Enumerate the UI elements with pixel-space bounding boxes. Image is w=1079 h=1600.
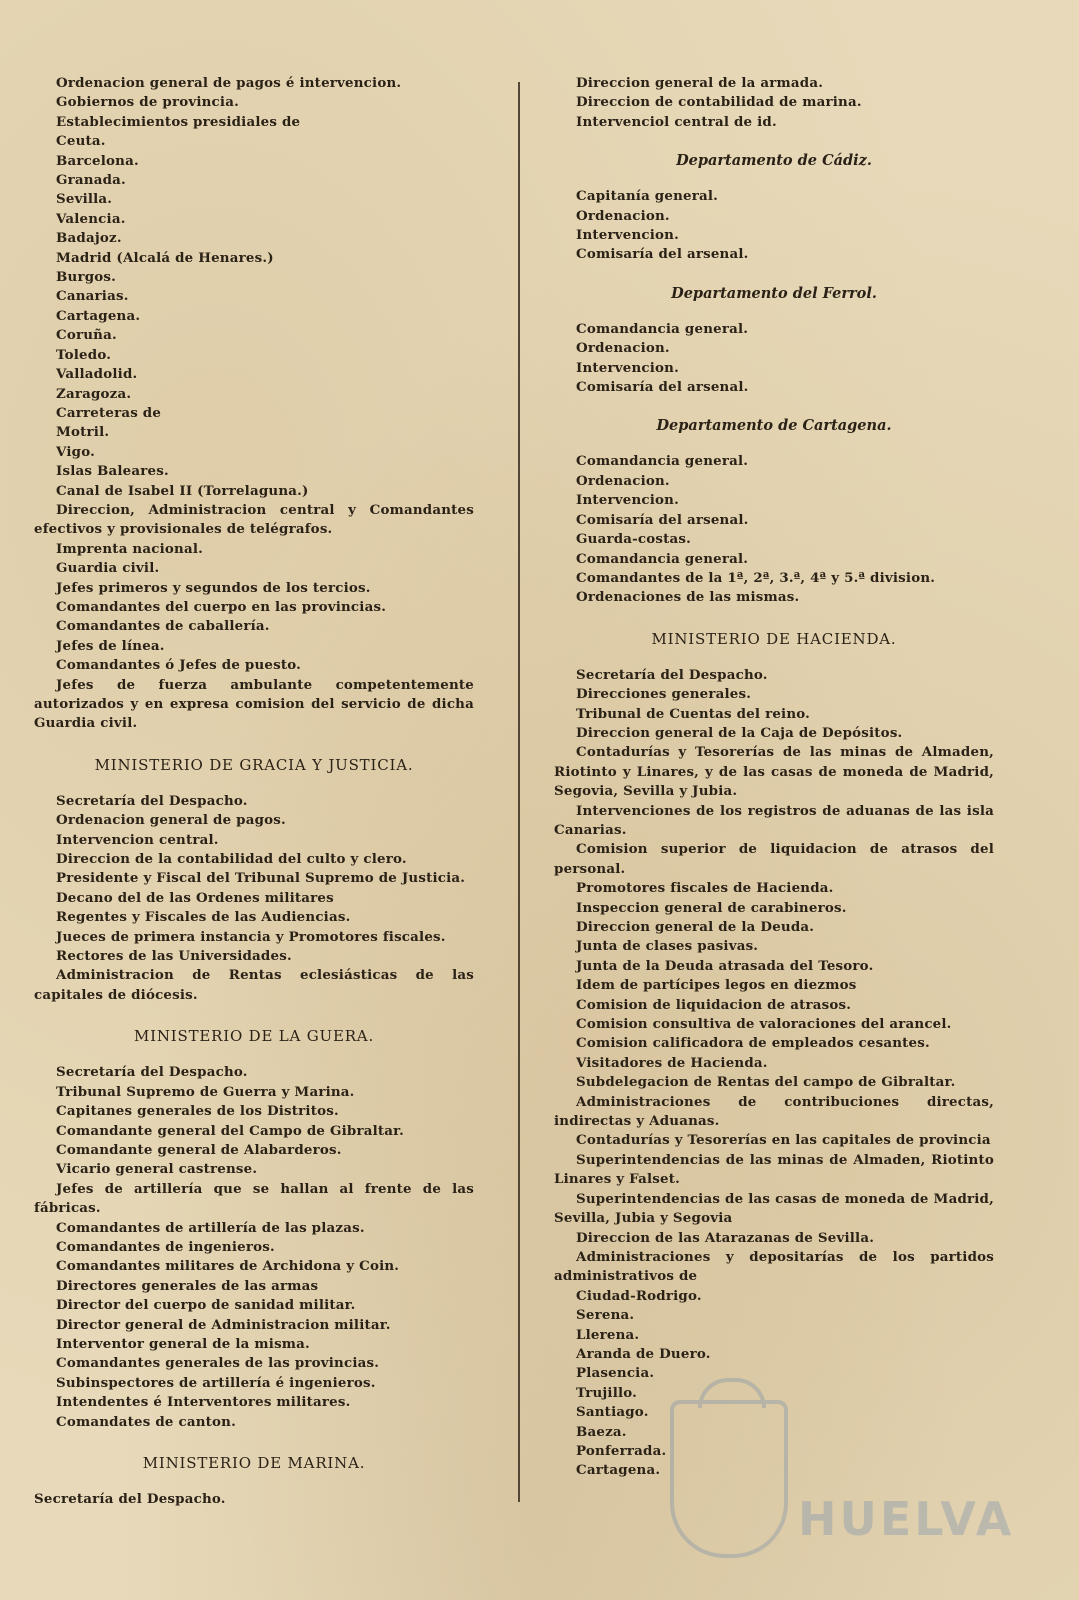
list-item: Madrid (Alcalá de Henares.)	[56, 249, 274, 266]
list-item: Ceuta.	[56, 133, 106, 150]
list-item: Comisaría del arsenal.	[576, 246, 749, 263]
list-item: Direccion de contabilidad de marina.	[576, 94, 862, 111]
list-item: Comandantes de ingenieros.	[56, 1238, 275, 1255]
list-item: Intervencion central.	[56, 831, 219, 848]
list-item: Contadurías y Tesorerías en las capitales de provincia	[576, 1132, 991, 1149]
right-column	[554, 74, 994, 1481]
list-item: Plasencia.	[576, 1365, 655, 1382]
list-item: Comandantes militares de Archidona y Coin.	[56, 1258, 400, 1275]
list-item: Contadurías y Tesorerías de las minas de Almaden, Riotinto y Linares, y de las casas de moneda de Madrid, Segovia, Sevilla y Jubia.	[554, 744, 994, 800]
list-item: Comandancia general.	[576, 550, 749, 567]
list-item: Direccion de las Atarazanas de Sevilla.	[576, 1229, 875, 1246]
list-item: Cartagena.	[576, 1462, 661, 1479]
list-item: Comandancia general.	[576, 320, 749, 337]
list-item: Islas Baleares.	[56, 463, 169, 480]
ministry-heading: MINISTERIO DE MARINA.	[142, 1454, 366, 1472]
list-item: Comandancia general.	[576, 453, 749, 470]
list-item: Ordenacion general de pagos é intervencion.	[56, 75, 402, 91]
list-item: Director general de Administracion militar.	[56, 1316, 391, 1333]
list-item: Intendentes é Interventores militares.	[56, 1394, 351, 1411]
column-divider	[518, 82, 520, 1502]
list-item: Ordenacion.	[576, 472, 670, 489]
archive-watermark	[670, 1400, 1015, 1570]
list-item: Intervencion.	[576, 359, 679, 376]
list-item: Secretaría del Despacho.	[56, 1064, 248, 1081]
list-item: Intervencion.	[576, 492, 679, 509]
list-item: Subdelegacion de Rentas del campo de Gibraltar.	[576, 1074, 956, 1091]
list-item: Directores generales de las armas	[56, 1277, 319, 1294]
list-item: Jefes primeros y segundos de los tercios.	[56, 579, 371, 596]
department-heading: Departamento de Cádiz.	[676, 152, 872, 170]
list-item: Capitanes generales de los Distritos.	[56, 1103, 339, 1120]
list-item: Comisaría del arsenal.	[576, 379, 749, 396]
department-heading: Departamento del Ferrol.	[671, 284, 877, 302]
list-item: Tribunal Supremo de Guerra y Marina.	[56, 1083, 355, 1100]
list-item: Administraciones y depositarías de los partidos administrativos de	[554, 1248, 994, 1285]
list-item: Secretaría del Despacho.	[576, 666, 768, 683]
list-item: Cartagena.	[56, 307, 141, 324]
list-item: Junta de la Deuda atrasada del Tesoro.	[576, 957, 874, 974]
list-item: Direccion, Administracion central y Comandantes efectivos y provisionales de telégrafos.	[34, 501, 474, 538]
list-item: Direccion general de la armada.	[576, 75, 824, 91]
list-item: Llerena.	[576, 1326, 640, 1343]
list-item: Ciudad-Rodrigo.	[576, 1287, 702, 1304]
list-item: Visitadores de Hacienda.	[576, 1054, 768, 1071]
list-item: Intervenciol central de id.	[576, 113, 777, 130]
list-item: Jefes de línea.	[56, 637, 165, 654]
list-item: Superintendencias de las minas de Almaden, Riotinto Linares y Falset.	[554, 1151, 994, 1188]
list-item: Baeza.	[576, 1423, 627, 1440]
list-item: Comandantes de la 1ª, 2ª, 3.ª, 4ª y 5.ª division.	[576, 569, 936, 586]
list-item: Secretaría del Despacho.	[56, 792, 248, 809]
list-item: Ordenacion.	[576, 207, 670, 224]
list-item: Vigo.	[56, 443, 95, 460]
list-item: Ponferrada.	[576, 1442, 667, 1459]
list-item: Coruña.	[56, 327, 117, 344]
list-item: Idem de partícipes legos en diezmos	[576, 977, 857, 994]
left-column	[34, 74, 474, 1509]
list-item: Presidente y Fiscal del Tribunal Supremo de Justicia.	[56, 870, 466, 887]
list-item: Superintendencias de las casas de moneda de Madrid, Sevilla, Jubia y Segovia	[554, 1190, 994, 1227]
department-heading: Departamento de Cartagena.	[656, 417, 892, 435]
ministry-heading: MINISTERIO DE LA GUERA.	[133, 1027, 375, 1046]
list-item: Comandantes ó Jefes de puesto.	[56, 657, 302, 674]
list-item: Rectores de las Universidades.	[56, 948, 292, 965]
list-item: Direcciones generales.	[576, 686, 752, 703]
list-item: Motril.	[56, 424, 110, 441]
list-item: Decano del de las Ordenes militares	[56, 889, 334, 906]
list-item: Vicario general castrense.	[56, 1161, 258, 1178]
list-item: Burgos.	[56, 269, 117, 286]
list-item: Tribunal de Cuentas del reino.	[576, 705, 811, 722]
list-item: Capitanía general.	[576, 188, 719, 205]
list-item: Jueces de primera instancia y Promotores fiscales.	[56, 928, 446, 945]
list-item: Jefes de fuerza ambulante competentemente autorizados y en expresa comision del servicio de dicha Guardia civil.	[34, 676, 474, 732]
list-item: Barcelona.	[56, 152, 139, 169]
list-item: Administracion de Rentas eclesiásticas de las capitales de diócesis.	[34, 967, 474, 1003]
watermark-text: HUELVA	[798, 1492, 1015, 1546]
list-item: Comandante general del Campo de Gibraltar.	[56, 1122, 405, 1139]
list-item: Canarias.	[56, 288, 129, 305]
list-item: Granada.	[56, 172, 126, 189]
list-item: Comandates de canton.	[56, 1413, 236, 1430]
list-item: Comandantes del cuerpo en las provincias.	[56, 598, 387, 615]
list-item: Direccion general de la Deuda.	[576, 919, 815, 935]
list-item: Santiago.	[576, 1404, 649, 1421]
coat-of-arms-icon	[670, 1400, 788, 1558]
list-item: Canal de Isabel II (Torrelaguna.)	[56, 482, 309, 499]
list-item: Direccion general de la Caja de Depósitos.	[576, 724, 903, 741]
list-item: Comandantes de caballería.	[56, 618, 270, 635]
list-item: Aranda de Duero.	[576, 1345, 711, 1362]
list-item: Valladolid.	[56, 366, 138, 383]
list-item: Junta de clases pasivas.	[576, 938, 759, 955]
list-item: Zaragoza.	[56, 385, 132, 402]
list-item: Gobiernos de provincia.	[56, 94, 239, 111]
list-item: Secretaría del Despacho.	[34, 1491, 226, 1507]
list-item: Intervencion.	[576, 227, 679, 244]
list-item: Serena.	[576, 1307, 635, 1324]
list-item: Ordenacion general de pagos.	[56, 812, 286, 829]
list-item: Ordenaciones de las mismas.	[576, 589, 800, 606]
list-item: Imprenta nacional.	[56, 540, 203, 557]
list-item: Comision de liquidacion de atrasos.	[576, 996, 852, 1013]
list-item: Comision superior de liquidacion de atrasos del personal.	[554, 841, 994, 877]
list-item: Jefes de artillería que se hallan al frente de las fábricas.	[34, 1180, 474, 1217]
list-item: Valencia.	[56, 210, 126, 227]
list-item: Trujillo.	[576, 1384, 638, 1401]
list-item: Guardia civil.	[56, 560, 160, 577]
list-item: Director del cuerpo de sanidad militar.	[56, 1297, 356, 1314]
list-item: Interventor general de la misma.	[56, 1335, 310, 1352]
list-item: Sevilla.	[56, 191, 113, 208]
list-item: Inspeccion general de carabineros.	[576, 899, 847, 916]
list-item: Guarda-costas.	[576, 531, 691, 548]
list-item: Toledo.	[56, 346, 112, 363]
list-item: Administraciones de contribuciones directas, indirectas y Aduanas.	[554, 1093, 994, 1130]
list-item: Ordenacion.	[576, 340, 670, 357]
list-item: Direccion de la contabilidad del culto y clero.	[56, 851, 407, 868]
list-item: Intervenciones de los registros de aduanas de las isla Canarias.	[554, 802, 994, 838]
list-item: Promotores fiscales de Hacienda.	[576, 880, 834, 897]
list-item: Comision consultiva de valoraciones del arancel.	[576, 1016, 952, 1033]
ministry-heading: MINISTERIO DE HACIENDA.	[651, 629, 897, 648]
list-item: Comandantes generales de las provincias.	[56, 1355, 380, 1372]
list-item: Badajoz.	[56, 230, 122, 247]
list-item: Carreteras de	[56, 404, 162, 421]
list-item: Comision calificadora de empleados cesantes.	[576, 1035, 930, 1052]
list-item: Comandantes de artillería de las plazas.	[56, 1219, 365, 1236]
list-item: Comandante general de Alabarderos.	[56, 1141, 342, 1158]
list-item: Subinspectores de artillería é ingenieros.	[56, 1374, 376, 1391]
ministry-heading: MINISTERIO DE GRACIA Y JUSTICIA.	[94, 755, 414, 774]
list-item: Establecimientos presidiales de	[56, 113, 301, 130]
list-item: Regentes y Fiscales de las Audiencias.	[56, 909, 351, 926]
list-item: Comisaría del arsenal.	[576, 511, 749, 528]
